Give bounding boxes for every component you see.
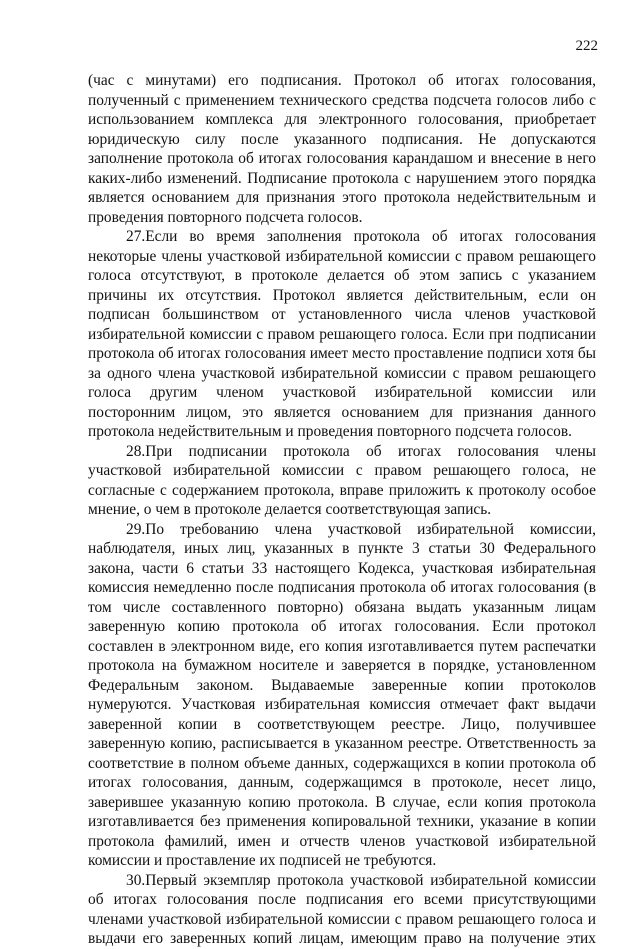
body-text — [88, 71, 596, 949]
paragraph-29: 29.По требованию члена участковой избирательной комиссии, наблюдателя, иных лиц, указанных в пункте 3 статьи 30 Федерального закона, части 6 статьи 33 настоящего Кодекса, участковая избирательная комиссия немедленно после подписания протокола об итогах голосования (в том числе составленного повторно) обязана выдать указанным лицам заверенную копию протокола об итогах голосования. Если протокол составлен в электронном виде, его копия изготавливается путем распечатки протокола на бумажном носителе и заверяется в порядке, установленном Федеральным законом. Выдаваемые заверенные копии протоколов нумеруются. Участковая избирательная комиссия отмечает факт выдачи заверенной копии в соответствующем реестре. Лицо, получившее заверенную копию, расписывается в указанном реестре. Ответственность за соответствие в полном объеме данных, содержащихся в копии протокола об итогах голосования, данным, содержащимся в протоколе, несет лицо, заверившее указанную копию протокола. В случае, если копия протокола изготавливается без применения копировальной техники, указание в копии протокола фамилий, имен и отчеств членов участковой избирательной комиссии и проставление их подписей не требуются. — [88, 520, 596, 869]
paragraph-continuation: (час с минутами) его подписания. Протокол об итогах голосования, полученный с применением технического средства подсчета голосов либо с использованием комплекса для электронного голосования, приобретает юридическую силу после указанного подписания. Не допускаются заполнение протокола об итогах голосования карандашом и внесение в него каких-либо изменений. Подписание протокола с нарушением этого порядка является основанием для признания этого протокола недействительным и проведения повторного подсчета голосов. — [88, 72, 596, 226]
paragraph-27: 27.Если во время заполнения протокола об итогах голосования некоторые члены участковой избирательной комиссии с правом решающего голоса отсутствуют, в протоколе делается об этом запись с указанием причины их отсутствия. Протокол является действительным, если он подписан большинством от установленного числа членов участковой избирательной комиссии с правом решающего голоса. Если при подписании протокола об итогах голосования имеет место проставление подписи хотя бы за одного члена участковой избирательной комиссии с правом решающего голоса другим членом участковой избирательной комиссии или посторонним лицом, это является основанием для признания данного протокола недействительным и проведения повторного подсчета голосов. — [88, 228, 597, 440]
paragraph-30: 30.Первый экземпляр протокола участковой избирательной комиссии об итогах голосования после подписания его всеми присутствующими членами участковой избирательной комиссии с правом решающего голоса и выдачи его заверенных копий лицам, имеющим право на получение этих — [88, 871, 596, 947]
paragraph-28: 28.При подписании протокола об итогах голосования члены участковой избирательной комиссии с правом решающего голоса, не согласные с содержанием протокола, вправе приложить к протоколу особое мнение, о чем в протоколе делается соответствующая запись. — [88, 442, 596, 518]
page-number: 222 — [575, 38, 598, 54]
